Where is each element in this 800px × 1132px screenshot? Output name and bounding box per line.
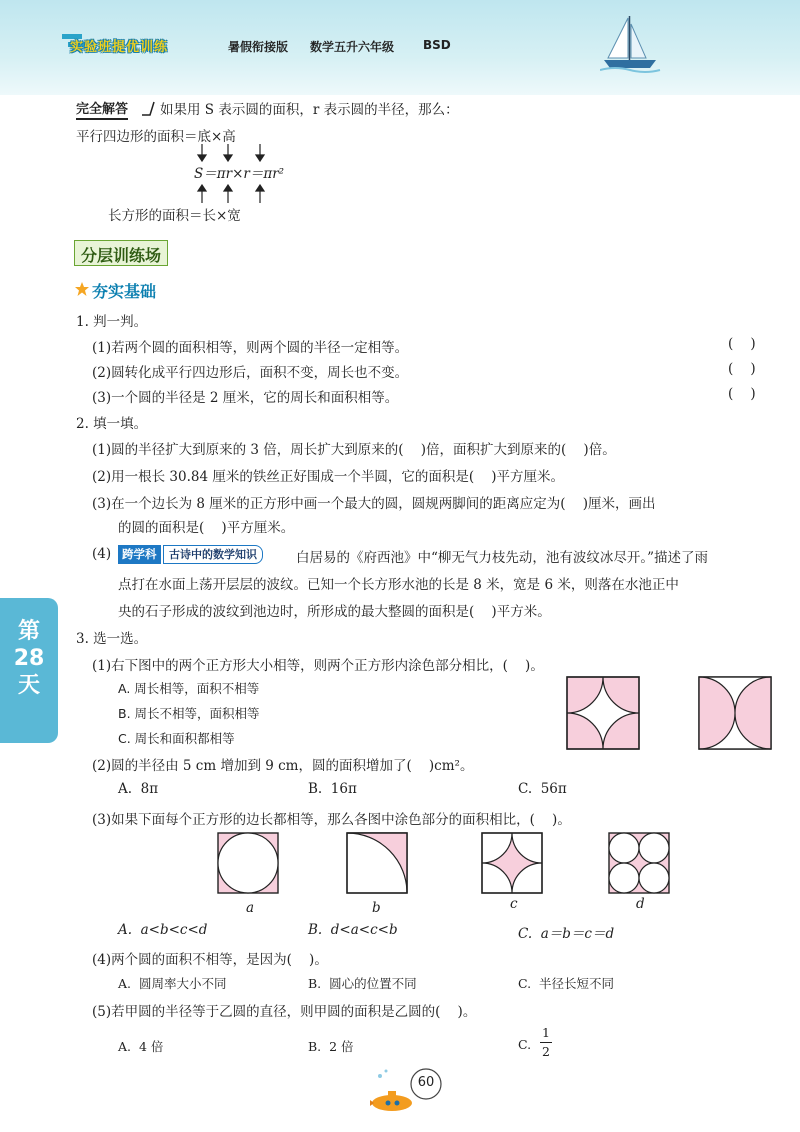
circle-area-formula: S＝πr×r＝πr² xyxy=(194,166,285,182)
fraction-bar xyxy=(540,1042,552,1043)
q2-item-4-line-3: 央的石子形成的波纹到池边时，所形成的最大整圆的面积是( )平方米。 xyxy=(118,604,551,620)
subject-label: 数学五升六年级 xyxy=(310,40,395,54)
day-tab-label: 第28天 xyxy=(13,619,45,698)
figure-b-quarter-circle xyxy=(346,832,410,896)
answer-blank[interactable]: ( ) xyxy=(728,386,756,402)
q3-p3-option-c[interactable]: C. a＝b＝c＝d xyxy=(518,926,615,942)
subsection-title: 夯实基础 xyxy=(92,282,157,301)
q3-p1-option-a[interactable]: A. 周长相等，面积不相等 xyxy=(118,681,260,696)
q2-item-3-line-1: (3)在一个边长为 8 厘米的正方形中画一个最大的圆，圆规两脚间的距离应定为( )厘米，画出 xyxy=(92,496,656,512)
figure-label-b: b xyxy=(372,900,381,916)
section-title: 分层训练场 xyxy=(74,240,168,266)
q3-p3-stem: (3)如果下面每个正方形的边长都相等，那么各图中涂色部分的面积相比，( )。 xyxy=(92,812,571,828)
figure-a-inscribed-circle xyxy=(217,832,281,896)
q3-p4-option-a[interactable]: A. 圆周率大小不同 xyxy=(118,976,227,991)
q3-p2-option-a[interactable]: A. 8π xyxy=(118,781,159,797)
figure-two-semicircles xyxy=(698,676,772,750)
q3-title: 3. 选一选。 xyxy=(76,631,148,647)
q2-item-3-line-2: 的圆的面积是( )平方厘米。 xyxy=(118,520,295,536)
solution-intro: 如果用 S 表示圆的面积，r 表示圆的半径，那么： xyxy=(160,102,459,118)
q3-p4-option-c[interactable]: C. 半径长短不同 xyxy=(518,976,615,991)
q3-p5-option-c[interactable]: C. xyxy=(518,1037,532,1052)
q2-item-1: (1)圆的半径扩大到原来的 3 倍，周长扩大到原来的( )倍，面积扩大到原来的( )倍。 xyxy=(92,442,616,458)
q3-p2-option-b[interactable]: B. 16π xyxy=(308,781,357,797)
q1-title: 1. 判一判。 xyxy=(76,314,148,330)
q3-p5-stem: (5)若甲圆的半径等于乙圆的直径，则甲圆的面积是乙圆的( )。 xyxy=(92,1004,477,1020)
star-icon xyxy=(74,281,90,297)
page-number: 60 xyxy=(417,1075,435,1090)
q3-p5-option-b[interactable]: B. 2 倍 xyxy=(308,1039,354,1054)
fraction-denominator: 2 xyxy=(542,1044,550,1059)
q1-item-3: (3)一个圆的半径是 2 厘米，它的周长和面积相等。 xyxy=(92,390,399,406)
solution-label: 完全解答 xyxy=(76,98,128,120)
publisher-label: BSD xyxy=(423,38,451,52)
q3-p3-option-b[interactable]: B. d<a<c<b xyxy=(308,922,398,938)
q3-p1-option-b[interactable]: B. 周长不相等，面积相等 xyxy=(118,706,260,721)
q3-p2-option-c[interactable]: C. 56π xyxy=(518,781,567,797)
brand-logo: 实验班提优训练 xyxy=(70,40,169,55)
label-corner-icon xyxy=(142,100,156,116)
q3-p4-stem: (4)两个圆的面积不相等，是因为( )。 xyxy=(92,952,328,968)
q1-item-2: (2)圆转化成平行四边形后，面积不变，周长也不变。 xyxy=(92,365,409,381)
q2-item-2: (2)用一根长 30.84 厘米的铁丝正好围成一个半圆，它的面积是( )平方厘米。 xyxy=(92,469,565,485)
figure-four-arc-star xyxy=(566,676,640,750)
q3-p3-option-a[interactable]: A. a<b<c<d xyxy=(118,922,208,938)
q3-p4-option-b[interactable]: B. 圆心的位置不同 xyxy=(308,976,417,991)
figure-d-four-circles xyxy=(608,832,672,896)
q2-title: 2. 填一填。 xyxy=(76,416,148,432)
sailboat-icon xyxy=(600,14,662,74)
cross-subject-tag: 跨学科 xyxy=(118,545,161,564)
edition-label: 暑假衔接版 xyxy=(228,40,289,54)
figure-label-a: a xyxy=(246,900,255,916)
answer-blank[interactable]: ( ) xyxy=(728,336,756,352)
figure-c-four-arc-star xyxy=(481,832,545,896)
down-arrows-icon xyxy=(190,143,270,163)
q2-item-4-line-2: 点打在水面上荡开层层的波纹。已知一个长方形水池的长是 8 米，宽是 6 米，则落在水池正中 xyxy=(118,577,679,593)
parallelogram-formula: 平行四边形的面积＝底×高 xyxy=(76,129,236,145)
up-arrows-icon xyxy=(190,184,270,204)
q3-p5-option-a[interactable]: A. 4 倍 xyxy=(118,1039,164,1054)
answer-blank[interactable]: ( ) xyxy=(728,361,756,377)
figure-label-d: d xyxy=(636,896,645,912)
q2-item-4-line-1: 白居易的《府西池》中“柳无气力枝先动，池有波纹冰尽开。”描述了雨 xyxy=(296,550,709,566)
q3-p2-stem: (2)圆的半径由 5 cm 增加到 9 cm，圆的面积增加了( )cm²。 xyxy=(92,758,474,774)
q3-p1-option-c[interactable]: C. 周长和面积都相等 xyxy=(118,731,235,746)
fraction-numerator: 1 xyxy=(542,1025,550,1040)
rectangle-formula: 长方形的面积＝长×宽 xyxy=(108,208,241,224)
submarine-icon xyxy=(366,1066,446,1116)
q3-p1-stem: (1)右下图中的两个正方形大小相等，则两个正方形内涂色部分相比，( )。 xyxy=(92,658,544,674)
figure-label-c: c xyxy=(510,896,518,912)
poetry-math-tag: 古诗中的数学知识 xyxy=(163,545,263,564)
q2-item-4-number: (4) xyxy=(92,546,112,562)
q1-item-1: (1)若两个圆的面积相等，则两个圆的半径一定相等。 xyxy=(92,340,409,356)
